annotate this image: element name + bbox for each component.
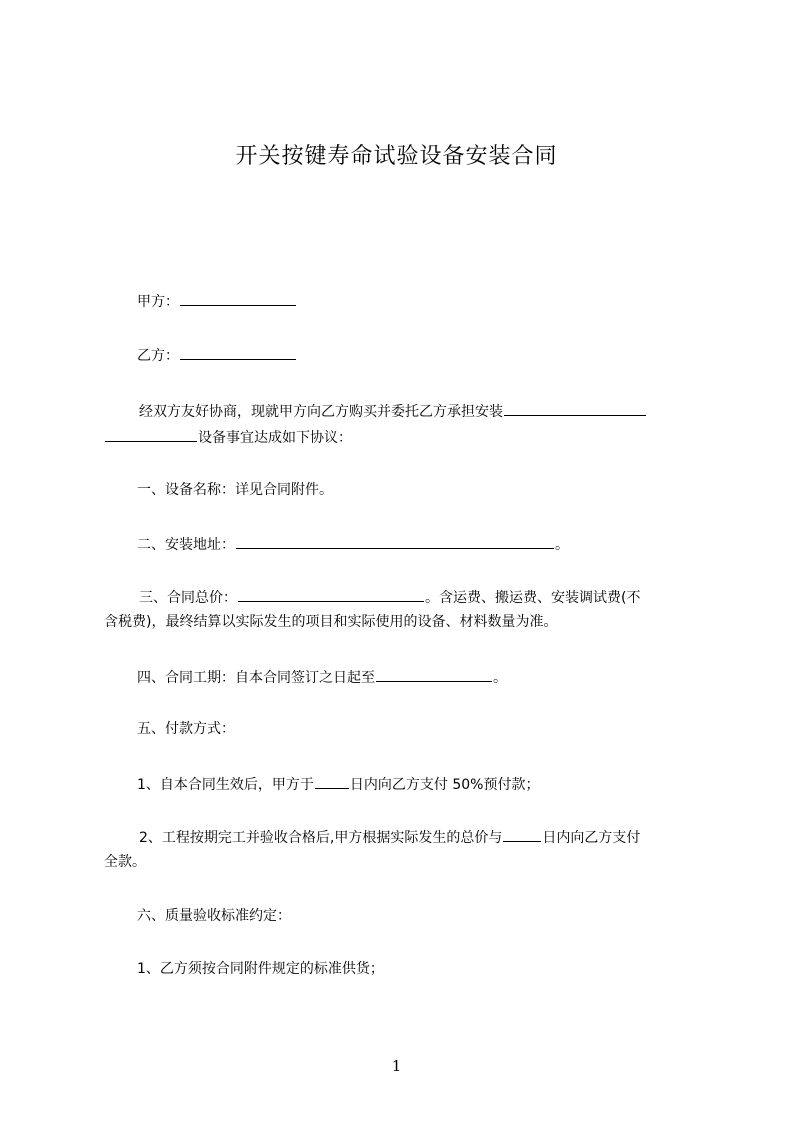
clause-4-end: 。 [493,670,507,686]
clause-3-line-1 [139,586,640,608]
clause-5-2-line-1 [139,826,640,848]
clause-2-end: 。 [555,537,569,553]
intro-text-2: 设备事宜达成如下协议： [198,430,352,446]
intro-line-1 [139,400,647,422]
clause-5-1-pre: 1、自本合同生效后，甲方于 [137,777,314,793]
clause-2-label: 二、安装地址： [137,537,235,553]
clause-6: 六、质量验收标准约定： [137,908,291,924]
clause-4 [137,666,507,688]
clause-5: 五、付款方式： [137,721,235,737]
clause-5-2-post: 日内向乙方支付 [542,830,641,846]
clause-5-1 [137,773,540,795]
prepay-days-blank [315,773,349,789]
party-b-line [137,344,297,366]
clause-4-label: 四、合同工期：自本合同签订之日起至 [137,670,375,686]
intro-blank-2 [105,426,197,442]
party-a-blank [180,290,296,306]
party-b-blank [180,344,296,360]
party-a-line [137,290,297,312]
clause-5-1-post: 日内向乙方支付 50%预付款； [349,777,540,793]
document-title: 开关按键寿命试验设备安装合同 [235,144,558,169]
clause-3-label: 三、合同总价： [139,590,237,606]
clause-5-2-line-2: 全款。 [104,854,146,870]
intro-text-1: 经双方友好协商，现就甲方向乙方购买并委托乙方承担安装 [139,404,503,420]
party-b-label: 乙方： [137,348,179,364]
clause-5-2-pre: 2、工程按期完工并验收合格后,甲方根据实际发生的总价与 [139,830,503,846]
clause-1: 一、设备名称：详见合同附件。 [137,482,333,498]
clause-3-rest: 。含运费、搬运费、安装调试费(不 [425,590,641,606]
page-number: 1 [391,1057,402,1075]
total-price-blank [238,586,424,602]
deadline-blank [376,666,492,682]
intro-blank-1 [504,400,646,416]
clause-2 [137,533,569,555]
intro-line-2 [104,426,352,448]
party-a-label: 甲方： [137,294,179,310]
clause-6-1: 1、乙方须按合同附件规定的标准供货； [137,961,384,977]
final-pay-days-blank [503,826,541,842]
clause-3-line-2: 含税费)，最终结算以实际发生的项目和实际使用的设备、材料数量为准。 [104,614,558,630]
address-blank [236,533,554,549]
